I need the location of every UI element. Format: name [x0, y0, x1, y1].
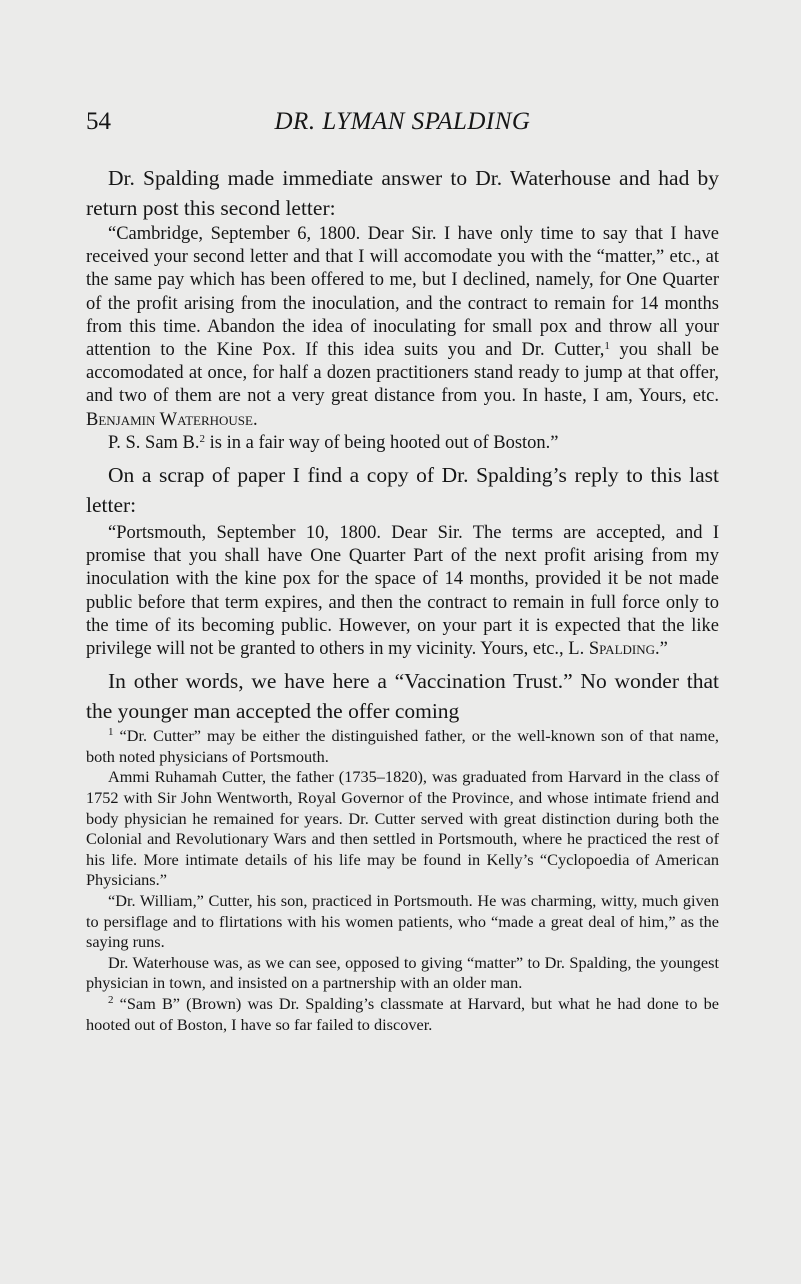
letter2-end: ” — [659, 639, 668, 660]
letter2-text: “Portsmouth, September 10, 1800. Dear Sir. The terms are accepted, and I promise that you shall have One Quarter Part of the next profit arising from my inoculation with the kine pox for the space of 14 months, provided it be not made public before that term expires, and then the contract to remain in full force only to the time of its becoming public. However, on your part it is expected that the like privilege will not be granted to others in my vicinity. Yours, etc., L. — [86, 523, 719, 660]
footnote-1-text: “Dr. Cutter” may be either the distinguished father, or the well-known son of that name, both noted physicians of Portsmouth. — [86, 726, 719, 766]
book-page — [86, 108, 719, 1035]
footnote-2-text: “Sam B” (Brown) was Dr. Spalding’s classmate at Harvard, but what he had done to be hooted out of Boston, I have so far failed to discover. — [86, 993, 719, 1034]
letter2-signature: Spalding. — [588, 639, 660, 660]
footnote-1-para-2: Ammi Ruhamah Cutter, the father (1735–1820), was graduated from Harvard in the class of 1752 with Sir John Wentworth, Royal Governor of the Province, and whose intimate friend and body physician he remained for years. Dr. Cutter served with great distinction during both the Colonial and Revolutionary Wars and then settled in Portsmouth, where he practiced the rest of his life. More intimate details of his life may be found in Kelly’s “Cyclopoedia of American Physicians.” — [86, 767, 719, 890]
intro-paragraph: Dr. Spalding made immediate answer to Dr. Waterhouse and had by return post this second letter: — [86, 166, 719, 220]
footnote-1-para-4: Dr. Waterhouse was, as we can see, opposed to giving “matter” to Dr. Spalding, the youngest physician in town, and insisted on a partnership with an older man. — [86, 952, 719, 993]
letter-text-cont: you shall be accomodated at once, for half a dozen practitioners stand ready to jump at that offer, and two of them are not a very great distance from you. In haste, I am, Yours, etc. — [86, 340, 719, 407]
footnote-1 — [86, 726, 719, 767]
letter-signature: Benjamin Waterhouse. — [86, 409, 258, 430]
footnote-2-mark: 2 — [108, 993, 114, 1006]
postscript-text-cont: is in a fair way of being hooted out of Boston.” — [205, 432, 559, 453]
running-title: DR. LYMAN SPALDING — [274, 108, 531, 135]
spalding-letter — [86, 522, 719, 661]
postscript-text: P. S. Sam B. — [108, 432, 200, 453]
footnote-2 — [86, 994, 719, 1035]
footnote-ref-2: 2 — [199, 432, 206, 445]
waterhouse-letter — [86, 223, 719, 432]
page-number: 54 — [86, 108, 111, 135]
page-header — [86, 108, 719, 142]
postscript — [86, 432, 719, 455]
closing-paragraph: In other words, we have here a “Vaccination Trust.” No wonder that the younger man accepted the offer coming — [86, 669, 719, 723]
footnote-1-mark: 1 — [108, 726, 114, 739]
footnote-ref-1: 1 — [604, 340, 610, 353]
footnote-1-para-3: “Dr. William,” Cutter, his son, practiced in Portsmouth. He was charming, witty, much given to persiflage and to flirtations with his women patients, who “made a great deal of him,” as the saying runs. — [86, 891, 719, 952]
letter-text: “Cambridge, September 6, 1800. Dear Sir. I have only time to say that I have received your second letter and that I will accomodate you with the “matter,” etc., at the same pay which has been offered to me, but I declined, namely, for One Quarter of the profit arising from the inoculation, and the contract to remain for 14 months from this time. Abandon the idea of inoculating for small pox and throw all your attention to the Kine Pox. If this idea suits you and Dr. Cutter, — [86, 224, 719, 361]
scrap-paragraph: On a scrap of paper I find a copy of Dr. Spalding’s reply to this last letter: — [86, 463, 719, 517]
